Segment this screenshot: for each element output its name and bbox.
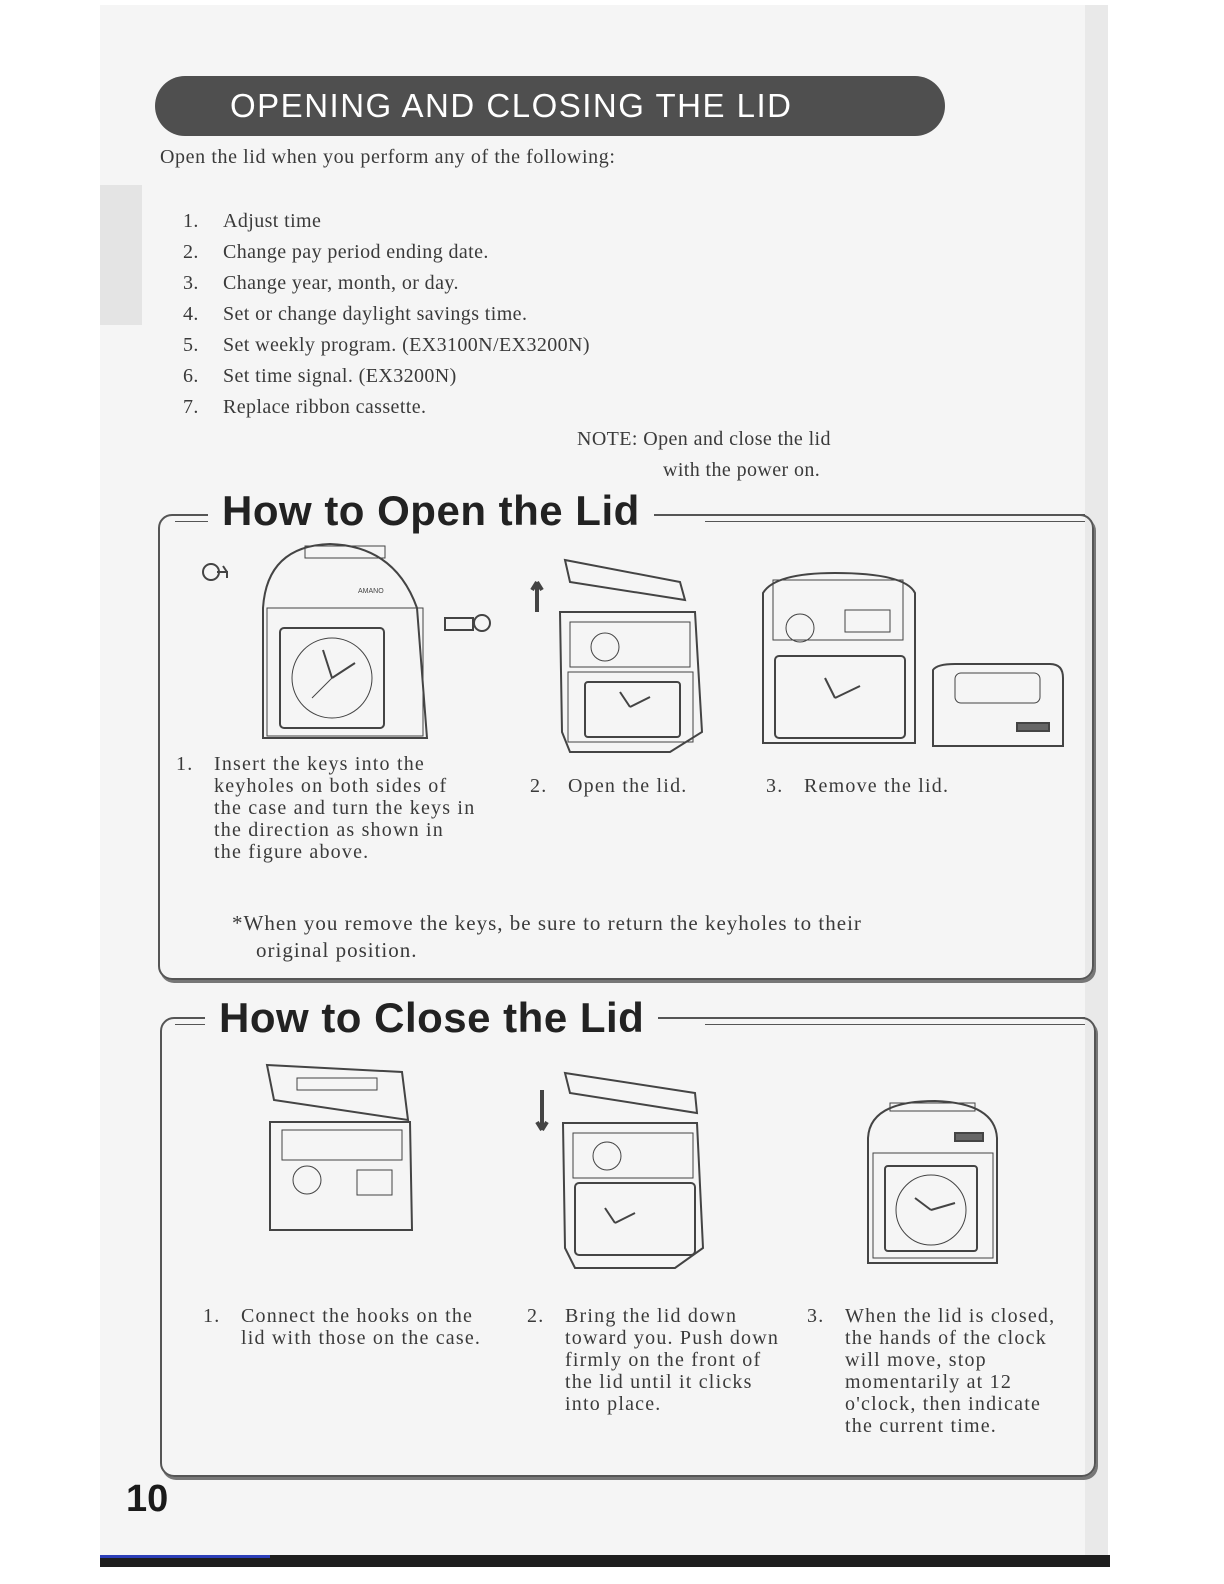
list-item: 6. Set time signal. (EX3200N) <box>183 365 457 387</box>
page-title-banner: OPENING AND CLOSING THE LID <box>155 76 945 136</box>
lid-opening-illustration <box>530 552 710 762</box>
clock-front-with-keys-illustration <box>195 538 495 748</box>
title-rule <box>175 1017 207 1025</box>
power-note <box>577 424 831 486</box>
title-rule <box>705 1017 1085 1025</box>
lid-closing-illustration <box>535 1068 715 1278</box>
list-item: 2. Change pay period ending date. <box>183 241 489 263</box>
list-item: 7. Replace ribbon cassette. <box>183 396 427 418</box>
title-rule <box>175 514 210 522</box>
asterisk-mark: * <box>232 911 244 935</box>
task-list <box>183 206 590 423</box>
open-section-title: How to Open the Lid <box>208 487 654 535</box>
note-line-1: NOTE: Open and close the lid <box>577 428 831 450</box>
brand-label: AMANO <box>358 588 384 595</box>
bottom-scan-edge <box>100 1555 1110 1567</box>
intro-text: Open the lid when you perform any of the following: <box>160 146 616 168</box>
list-item: 3. Change year, month, or day. <box>183 272 459 294</box>
hook-lid-illustration <box>262 1060 417 1235</box>
list-item: 5. Set weekly program. (EX3100N/EX3200N) <box>183 334 590 356</box>
left-margin-shade <box>100 185 142 325</box>
list-item: 1. Adjust time <box>183 210 322 232</box>
key-return-note: *When you remove the keys, be sure to return the keyholes to their original position. <box>232 911 862 962</box>
close-section-title: How to Close the Lid <box>205 994 658 1042</box>
page-number: 10 <box>126 1478 169 1520</box>
title-rule <box>705 514 1085 522</box>
lid-removed-illustration <box>755 568 1070 753</box>
note-line-2: with the power on. <box>663 459 821 481</box>
clock-closed-illustration <box>865 1098 1005 1268</box>
list-item: 4. Set or change daylight savings time. <box>183 303 528 325</box>
